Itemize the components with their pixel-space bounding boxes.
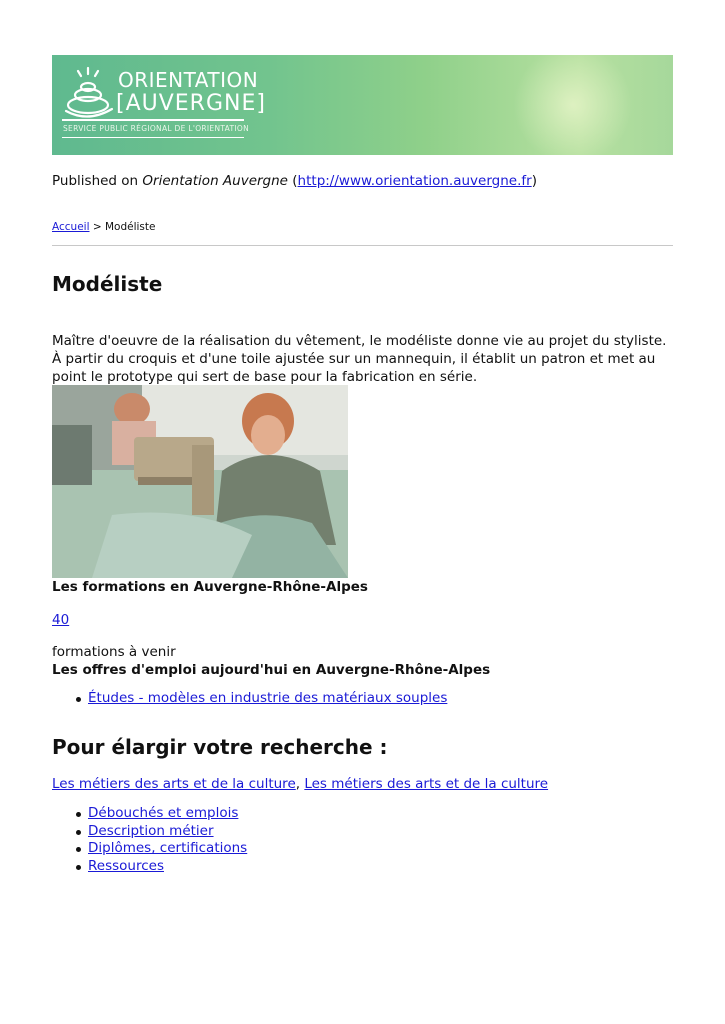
resource-links-list [52,805,247,875]
link-ressources[interactable]: Ressources [88,857,164,874]
list-item [52,823,247,841]
offres-list [52,690,447,708]
published-site-name: Orientation Auvergne [142,173,288,189]
breadcrumb [52,221,155,233]
link-diplomes[interactable]: Diplômes, certifications [88,840,248,857]
related-categories [52,776,548,792]
offre-link[interactable]: Études - modèles en industrie des matériaux souples [88,690,448,706]
breadcrumb-separator: > [89,221,105,233]
related-category-link-1[interactable]: Les métiers des arts et de la culture [52,776,296,792]
list-item [52,840,247,858]
related-separator: , [295,776,305,792]
list-item [52,690,447,708]
published-close-paren: ) [531,173,537,189]
page-title: Modéliste [52,272,163,296]
published-prefix: Published on [52,173,143,189]
formations-heading: Les formations en Auvergne-Rhône-Alpes [52,579,368,595]
logo-title-line1: ORIENTATION [118,68,259,92]
header-banner [52,55,673,155]
logo-subtitle: SERVICE PUBLIC RÉGIONAL DE L'ORIENTATION [63,124,250,133]
logo-title-line2: [AUVERGNE] [116,91,266,116]
formations-count-link[interactable]: 40 [52,612,70,628]
related-category-link-2[interactable]: Les métiers des arts et de la culture [304,776,549,792]
logo-divider-bottom [62,137,244,138]
formations-count-label: formations à venir [52,644,176,660]
modeliste-photo [52,385,348,578]
breadcrumb-home-link[interactable]: Accueil [52,221,90,233]
section-heading-elargir: Pour élargir votre recherche : [52,735,388,759]
sewing-workshop-illustration [52,385,348,578]
published-url-link[interactable]: http://www.orientation.auvergne.fr [297,173,532,189]
intro-paragraph: Maître d'oeuvre de la réalisation du vêtement, le modéliste donne vie au projet du styliste. À partir du croquis et d'une toile ajustée sur un mannequin, il établit un patron et met au point le prototype qui sert de base pour la fabrication en série. [52,333,667,385]
link-description-metier[interactable]: Description métier [88,822,214,839]
banner-glow [513,55,633,155]
list-item [52,805,247,823]
published-line [52,173,537,189]
offres-heading: Les offres d'emploi aujourd'hui en Auvergne-Rhône-Alpes [52,662,491,678]
logo-divider-top [62,119,244,121]
orientation-logo-icon [62,65,114,125]
published-open-paren: ( [287,173,298,189]
list-item [52,858,247,876]
link-debouches[interactable]: Débouchés et emplois [88,805,239,821]
breadcrumb-current: Modéliste [104,221,156,233]
breadcrumb-divider [52,245,673,246]
